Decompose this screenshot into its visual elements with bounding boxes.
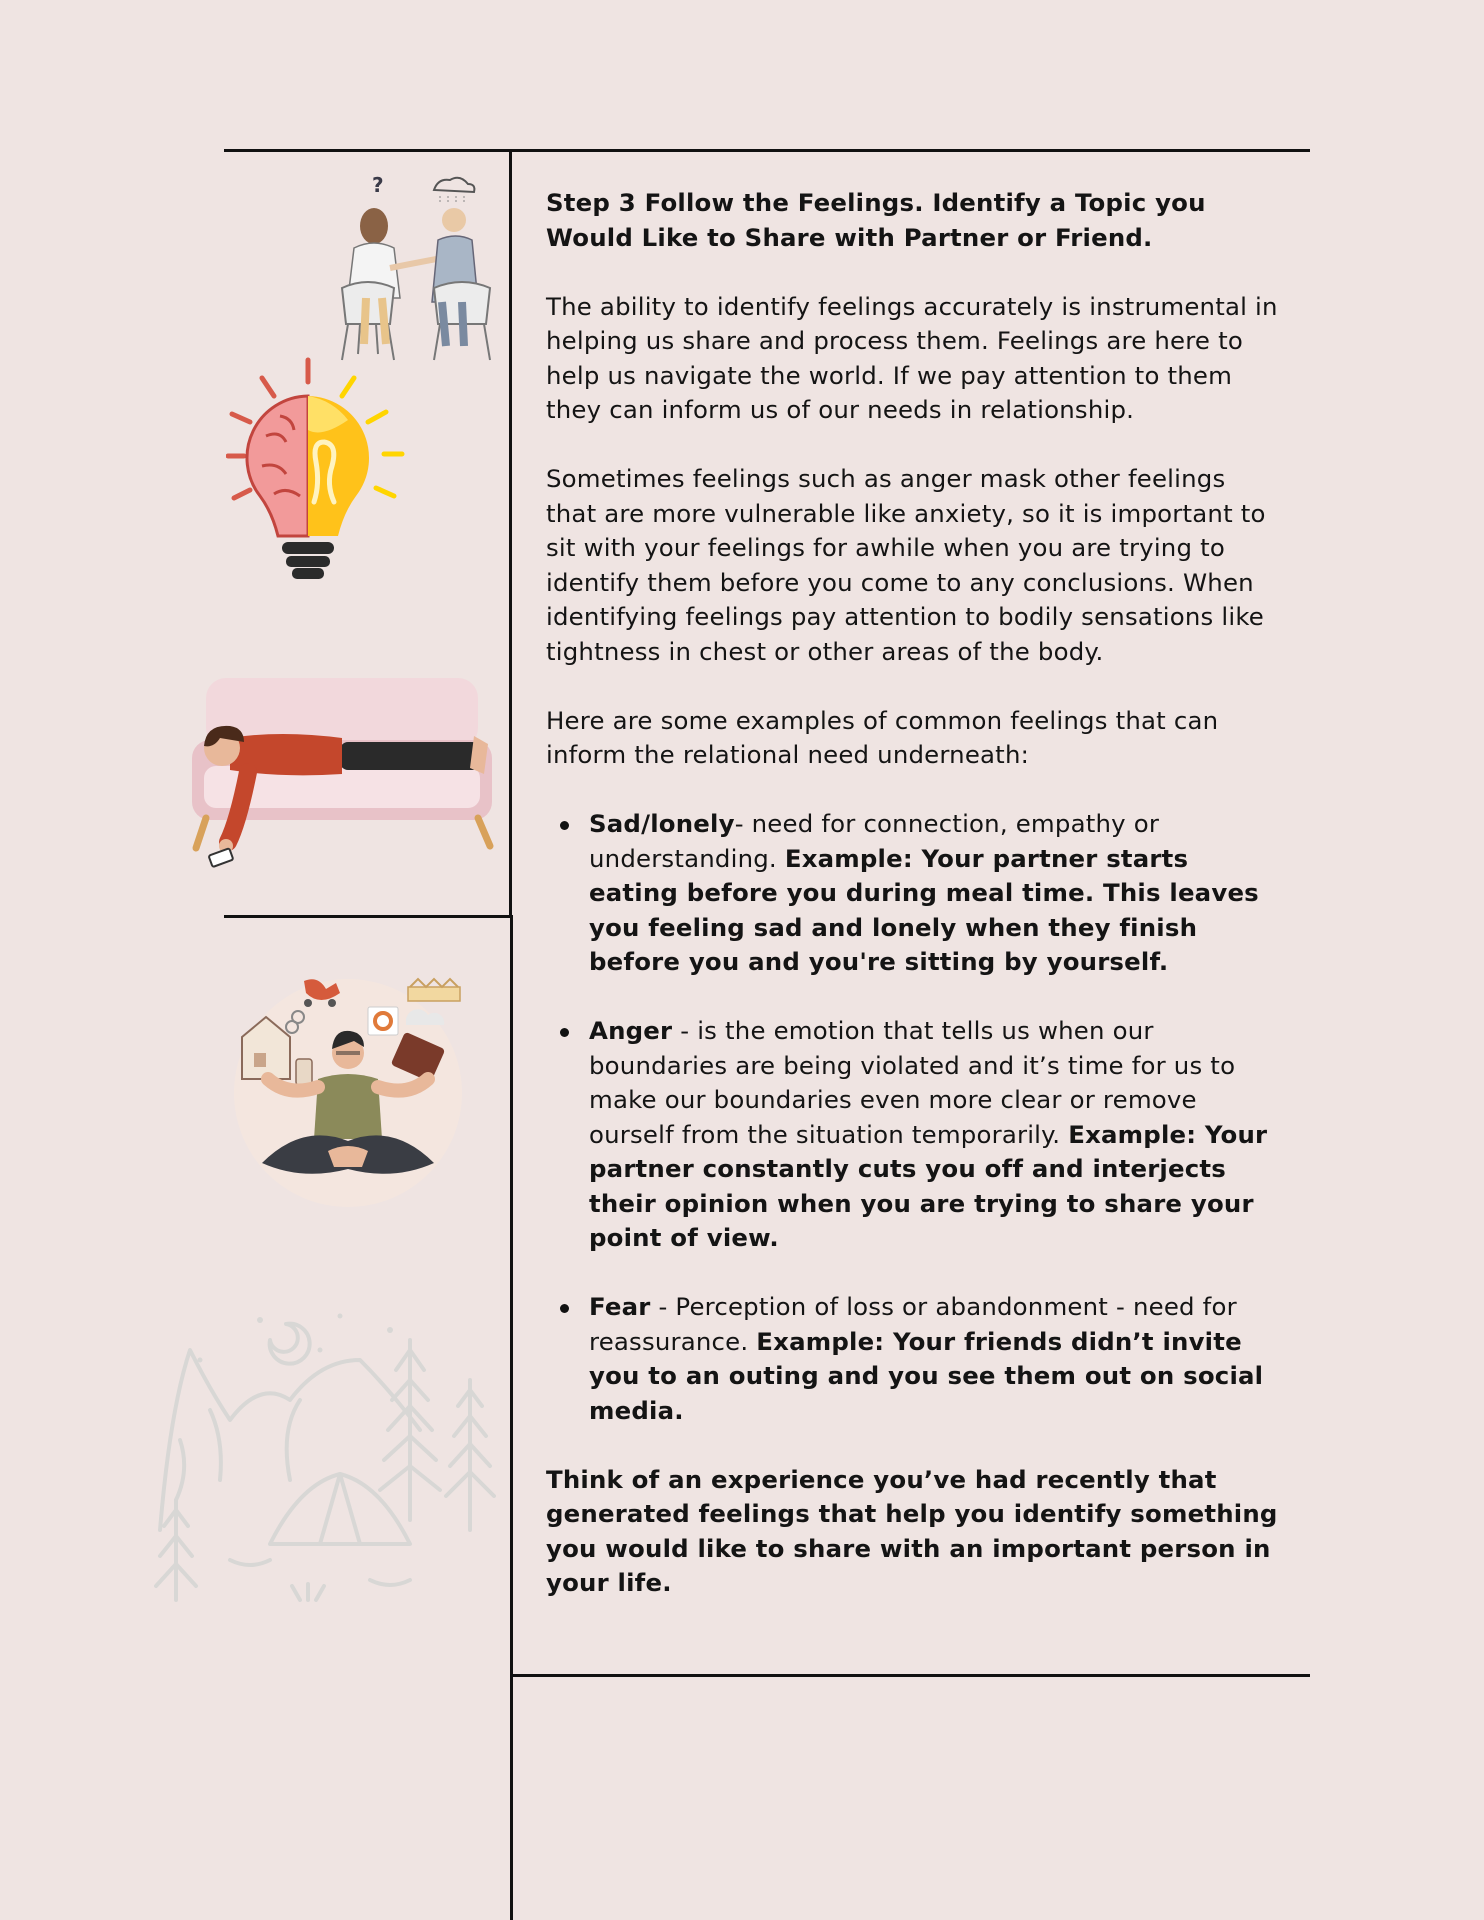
feeling-example: Example: Your partner constantly cuts you off and interjects their opinion when you are trying to share your point of view. [589,1119,1268,1252]
main-content [546,186,1282,1635]
feeling-term: Fear [589,1292,651,1321]
feeling-example: Example: Your partner starts eating before you during meal time. This leaves you feeling sad and lonely when they finish before you and you're sitting by yourself. [589,843,1259,976]
middle-rule [224,915,512,918]
feeling-description: - Perception of loss or abandonment - need for reassurance. [589,1292,1237,1356]
brain-lightbulb-icon [226,356,408,582]
feeling-example: Example: Your friends didn’t invite you to an outing and you see them out on social media. [589,1326,1264,1425]
step-heading: Step 3 Follow the Feelings. Identify a Topic you Would Like to Share with Partner or Friend. [546,188,1206,252]
feelings-list [546,807,1282,1428]
svg-text:?: ? [372,173,384,197]
vertical-rule-left [509,150,512,918]
top-rule [224,149,1310,152]
feeling-description: - is the emotion that tells us when our boundaries are being violated and it’s time for us to make our boundaries even more clear or remove ourself from the situation temporarily. [589,1016,1236,1149]
examples-intro: Here are some examples of common feelings that can inform the relational need underneath: [546,705,1219,769]
intro-paragraph: The ability to identify feelings accurately is instrumental in helping us share and process them. Feelings are here to help us navigate the world. If we pay attention to them they can inform us of our needs in relationship. [546,291,1278,424]
bullet-icon [560,1304,569,1313]
bottom-rule [510,1674,1310,1677]
closing-prompt: Think of an experience you’ve had recently that generated feelings that help you identify something you would like to share with an important person in your life. [546,1464,1278,1597]
list-item-fear [546,1290,1282,1428]
therapy-session-icon [330,168,500,362]
vulnerability-paragraph: Sometimes feelings such as anger mask other feelings that are more vulnerable like anxiety, so it is important to sit with your feelings for awhile when you are trying to identify them before you come to any conclusions. When identifying feelings pay attention to bodily sensations like tightness in chest or other areas of the body. [546,464,1266,666]
list-item-anger [546,1014,1282,1256]
feeling-term: Anger [589,1016,673,1045]
vertical-rule-main [510,915,513,1920]
meditating-person-icon [232,975,464,1211]
feeling-description: - need for connection, empathy or understanding. [589,809,1160,873]
camping-landscape-icon [140,1300,496,1616]
person-on-couch-icon [190,676,496,874]
bullet-icon [560,821,569,830]
feeling-term: Sad/lonely [589,809,735,838]
list-item-sad-lonely [546,807,1282,980]
bullet-icon [560,1028,569,1037]
